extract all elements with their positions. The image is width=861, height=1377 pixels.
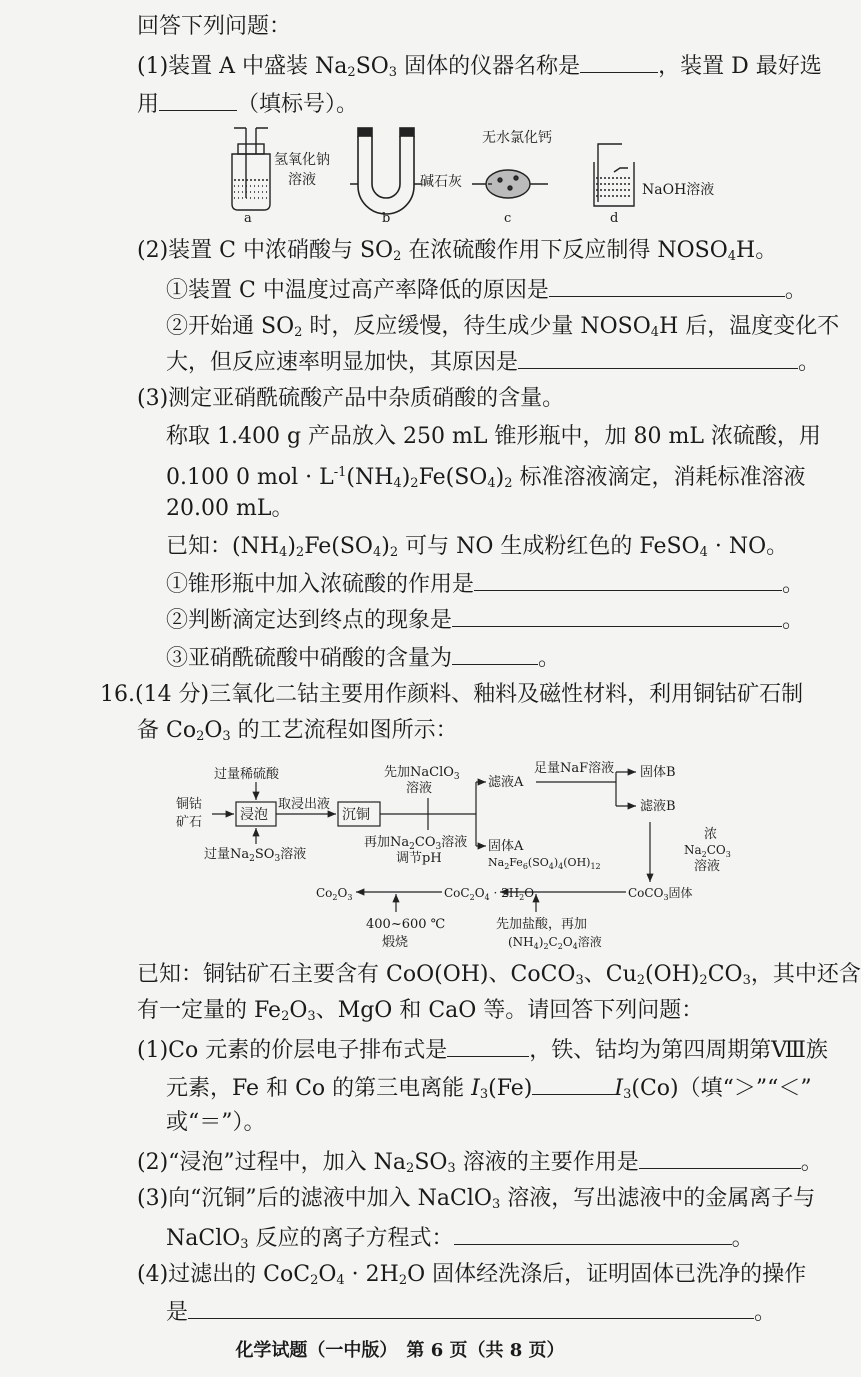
answer-blank[interactable] (549, 274, 785, 297)
reagent-sulfite: 过量$Na_2SO_3$溶液 (204, 847, 307, 864)
answer-blank[interactable] (639, 1146, 801, 1169)
q15-part1: (1)装置 A 中盛装 $Na_2SO_3$ 固体的仪器名称是 ，装置 D 最好选 (137, 50, 822, 88)
q16-part1-cont: 元素，Fe 和 Co 的第三电离能 $I_3(Fe)$ $I_3(Co)$（填“＞”“＜” (166, 1072, 812, 1110)
label-cacl2: 无水氯化钙 (482, 130, 552, 146)
reagent-acid: 过量稀硫酸 (214, 767, 280, 782)
label-naoh-d: NaOH溶液 (642, 182, 715, 198)
q15-part3-c: 20.00 mL。 (166, 496, 294, 521)
node-filtA: 滤液A (488, 775, 524, 790)
q15-part3-b: 0.100 0 mol · $L^{-1}(NH_4)_2Fe(SO_4)_2$ 标准溶液滴定，消耗标准溶液 (166, 465, 806, 491)
node-filtB: 滤液B (640, 799, 676, 814)
q16-known: 已知：铜钴矿石主要含有 CoO(OH)、CoCO$_3$、$Cu_2(OH)_2CO_3$，其中还含 (137, 962, 861, 988)
label-solution: 溶液 (288, 172, 316, 188)
reagent-naclo3: 先加NaClO$_3$ (384, 765, 460, 782)
q15-part3-a: 称取 1.400 g 产品放入 250 mL 锥形瓶中，加 80 mL 浓硫酸，用 (166, 424, 821, 449)
node-ore-2: 矿石 (176, 815, 203, 830)
apparatus-b (350, 128, 422, 214)
answer-blank[interactable] (452, 604, 782, 627)
q15-part3-1: ①锥形瓶中加入浓硫酸的作用是 。 (166, 568, 804, 600)
apparatus-d (594, 144, 634, 206)
q16-part1: (1)Co 元素的价层电子排布式是 ，铁、钴均为第四周期第Ⅷ族 (137, 1034, 828, 1066)
reagent-hcl: 先加盐酸，再加 (496, 917, 588, 932)
answer-blank[interactable] (518, 346, 798, 369)
q16-heading: 16.(14 分)三氧化二钴主要用作颜料、釉料及磁性材料，利用铜钴矿石制 (100, 682, 804, 707)
q15-part3: (3)测定亚硝酰硫酸产品中杂质硝酸的含量。 (137, 386, 565, 411)
node-co2o3: $Co_2O_3$ (316, 886, 353, 902)
q15-part3-3: ③亚硝酰硫酸中硝酸的含量为 。 (166, 642, 560, 674)
q15-part3-known: 已知：$(NH_4)_2Fe(SO_4)_2$ 可与 NO 生成粉红色的 FeSO$_4$ · NO。 (166, 534, 789, 560)
node-cooxalate: $CoC_2O_4 \cdot 2H_2O$ (444, 886, 535, 902)
reagent-conc: 浓 (704, 827, 718, 842)
q16-part2: (2)“浸泡”过程中，加入 $Na_2SO_3$ 溶液的主要作用是 。 (137, 1146, 823, 1184)
apparatus-c (472, 170, 548, 198)
intro-line: 回答下列问题： (137, 14, 292, 39)
node-solidA: 固体A (488, 839, 524, 854)
q15-part2-2-cont: 大，但反应速率明显加快，其原因是 。 (166, 346, 820, 378)
q16-part4-cont: 是 。 (166, 1296, 776, 1328)
answer-blank[interactable] (454, 1222, 732, 1245)
reagent-oxalate: $(NH_4)_2C_2O_4$溶液 (508, 935, 602, 951)
process-flowchart (170, 752, 760, 952)
answer-blank[interactable] (532, 1072, 614, 1095)
q15-part2-1: ①装置 C 中温度过高产率降低的原因是 。 (166, 274, 807, 306)
reagent-na2co3: 再加$Na_2CO_3$溶液 (364, 835, 468, 852)
letter-a: a (244, 211, 252, 226)
reagent-naf: 足量NaF溶液 (534, 761, 615, 776)
letter-b: b (382, 211, 391, 226)
reagent-conc-na2co3: $Na_2CO_3$ (684, 843, 731, 859)
q16-part3-cont: NaClO$_3$ 反应的离子方程式： 。 (166, 1222, 754, 1260)
label-take: 取浸出液 (278, 797, 331, 812)
page-footer: 化学试题（一中版） 第 6 页（共 8 页） (235, 1340, 565, 1361)
q16-part4: (4)过滤出的 $CoC_2O_4 \cdot 2H_2O$ 固体经洗涤后，证明固体已洗净的操作 (137, 1262, 807, 1288)
letter-c: c (504, 211, 512, 226)
answer-blank[interactable] (580, 50, 658, 73)
label-naoh: 氢氧化钠 (274, 152, 330, 168)
q15-part2-2: ②开始通 $SO_2$ 时，反应缓慢，待生成少量 $NOSO_4H$ 后，温度变化不 (166, 314, 840, 340)
cond-temp: 400~600 ℃ (366, 917, 446, 932)
node-jarosite: $Na_2Fe_6(SO_4)_4(OH)_{12}$ (488, 856, 601, 871)
q15-part2: (2)装置 C 中浓硝酸与 $SO_2$ 在浓硫酸作用下反应制得 $NOSO_4H$。 (137, 238, 778, 264)
answer-blank[interactable] (447, 1034, 529, 1057)
answer-blank[interactable] (188, 1296, 754, 1319)
q15-part1-cont: 用 （填标号）。 (137, 88, 358, 120)
answer-blank[interactable] (159, 88, 237, 111)
node-solidB: 固体B (640, 765, 676, 780)
node-ore: 铜钴 (176, 797, 203, 812)
label-soak: 浸泡 (240, 807, 268, 823)
node-coco3: CoCO$_3$固体 (628, 886, 693, 902)
letter-d: d (610, 211, 619, 226)
label-precip: 沉铜 (342, 807, 370, 823)
label-sodalime: 碱石灰 (420, 174, 462, 190)
reagent-conc-solution: 溶液 (694, 859, 721, 874)
reagent-ph: 调节pH (396, 851, 442, 866)
apparatus-a (232, 128, 270, 210)
q16-part3: (3)向“沉铜”后的滤液中加入 NaClO$_3$ 溶液，写出滤液中的金属离子与 (137, 1186, 816, 1212)
reagent-naclo3-2: 溶液 (406, 781, 433, 796)
q16-heading-cont: 备 $Co_2O_3$ 的工艺流程如图所示： (137, 718, 458, 744)
q16-known-cont: 有一定量的 $Fe_2O_3$、MgO 和 CaO 等。请回答下列问题： (137, 998, 704, 1024)
answer-blank[interactable] (474, 568, 782, 591)
q16-part1-end: 或“＝”）。 (166, 1110, 266, 1135)
apparatus-figure (210, 122, 715, 230)
q15-part3-2: ②判断滴定达到终点的现象是 。 (166, 604, 804, 636)
answer-blank[interactable] (452, 642, 538, 665)
cond-calcine: 煅烧 (382, 935, 409, 950)
